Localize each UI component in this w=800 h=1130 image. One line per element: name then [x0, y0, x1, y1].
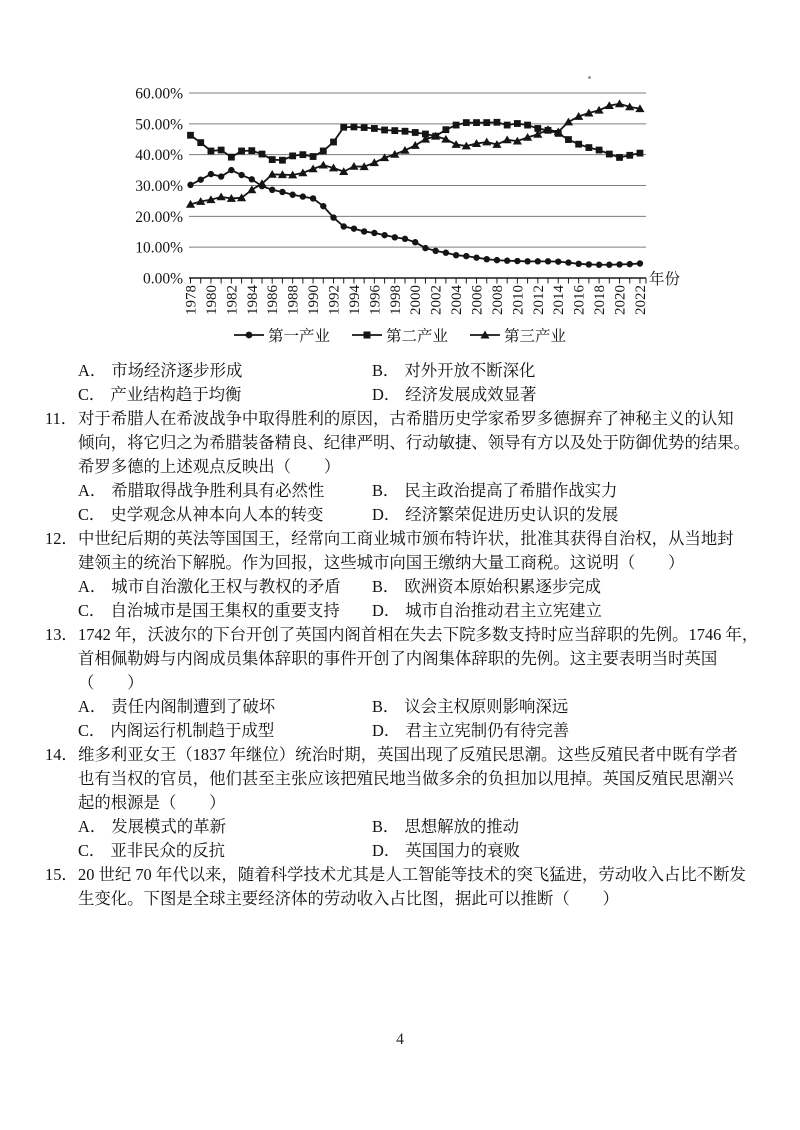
circle-marker-icon — [412, 239, 418, 245]
svg-text:2012: 2012 — [530, 285, 547, 315]
option-a — [78, 359, 372, 383]
svg-text:10.00%: 10.00% — [135, 239, 183, 257]
svg-text:2002: 2002 — [428, 285, 445, 315]
svg-text:30.00%: 30.00% — [135, 178, 183, 195]
circle-marker-icon — [524, 258, 530, 264]
option-c — [78, 503, 372, 527]
circle-marker-icon — [289, 192, 295, 198]
circle-marker-icon — [228, 167, 234, 173]
square-marker-icon — [453, 122, 460, 129]
circle-marker-icon — [473, 254, 479, 260]
square-marker-icon — [197, 139, 204, 146]
square-marker-icon — [565, 136, 572, 143]
legend-item-tertiary — [470, 324, 566, 346]
option-label: A． — [78, 577, 107, 596]
y-axis-labels — [135, 86, 183, 288]
svg-text:2022: 2022 — [632, 285, 649, 315]
option-label: C． — [78, 721, 106, 740]
question-text-line: 建领主的统治下解脱。作为回报，这些城市向国王缴纳大量工商税。这说明（ ） — [78, 553, 685, 572]
option-label: C． — [78, 505, 106, 524]
line-chart-canvas — [0, 0, 800, 355]
circle-marker-icon — [596, 262, 602, 268]
option-label: D． — [372, 505, 401, 524]
option-c — [78, 599, 372, 623]
triangle-marker-icon — [247, 185, 256, 193]
circle-marker-icon — [432, 248, 438, 254]
svg-text:1996: 1996 — [367, 285, 384, 315]
triangle-marker-icon — [451, 140, 460, 148]
square-marker-icon — [504, 122, 511, 129]
question — [45, 623, 761, 743]
svg-text:1984: 1984 — [244, 285, 261, 315]
option-d — [372, 719, 761, 743]
option-a — [78, 479, 372, 503]
option-label: C． — [78, 841, 106, 860]
triangle-marker-icon — [615, 99, 624, 107]
svg-text:40.00%: 40.00% — [135, 147, 183, 165]
circle-marker-icon — [279, 189, 285, 195]
option-text: 内阁运行机制趋于成型 — [110, 721, 275, 740]
square-marker-icon — [279, 157, 286, 164]
circle-marker-icon — [187, 182, 193, 188]
question-text — [78, 863, 761, 911]
square-marker-icon — [606, 151, 613, 158]
circle-marker-icon — [234, 329, 264, 341]
square-marker-icon — [187, 132, 194, 139]
circle-marker-icon — [627, 261, 633, 267]
question — [45, 863, 761, 911]
scan-speck — [588, 76, 591, 79]
svg-text:2020: 2020 — [612, 285, 629, 315]
option-text: 思想解放的推动 — [404, 817, 520, 836]
square-marker-icon — [238, 148, 245, 155]
question-options — [78, 479, 761, 527]
option-text: 产业结构趋于均衡 — [110, 385, 242, 404]
option-label: B． — [372, 697, 400, 716]
square-marker-icon — [637, 150, 644, 157]
circle-marker-icon — [637, 260, 643, 266]
option-label: C． — [78, 601, 106, 620]
question-text-line: 生变化。下图是全球主要经济体的劳动收入占比图，据此可以推断（ ） — [78, 889, 619, 908]
question-text — [78, 623, 761, 695]
square-marker-icon — [616, 154, 623, 161]
industry-share-chart — [0, 0, 800, 355]
circle-marker-icon — [422, 245, 428, 251]
question-number: 13． — [45, 625, 78, 644]
legend-item-secondary — [352, 324, 448, 346]
svg-text:1978: 1978 — [183, 285, 200, 315]
legend-item-primary — [234, 324, 330, 346]
circle-marker-icon — [463, 253, 469, 259]
svg-text:1988: 1988 — [285, 285, 302, 315]
svg-text:1998: 1998 — [387, 285, 404, 315]
circle-marker-icon — [218, 173, 224, 179]
question-options — [78, 815, 761, 863]
question-text-line: （ ） — [78, 673, 144, 692]
questions-list — [45, 359, 761, 911]
legend-label-primary: 第一产业 — [267, 328, 330, 345]
x-axis-title: 年份 — [649, 271, 681, 288]
circle-marker-icon — [535, 258, 541, 264]
circle-marker-icon — [453, 252, 459, 258]
x-axis — [189, 278, 646, 284]
option-d — [372, 383, 761, 407]
legend-label-tertiary: 第三产业 — [504, 328, 567, 345]
option-label: C． — [78, 385, 106, 404]
square-marker-icon — [483, 119, 490, 126]
svg-text:2004: 2004 — [449, 285, 466, 315]
question-text — [78, 527, 761, 575]
option-text: 责任内阁制遭到了破坏 — [111, 697, 276, 716]
question-text-line: 对于希腊人在希波战争中取得胜利的原因，古希腊历史学家希罗多德摒弃了神秘主义的认知 — [78, 409, 734, 428]
circle-marker-icon — [198, 176, 204, 182]
svg-text:1986: 1986 — [265, 285, 282, 315]
option-text: 经济发展成效显著 — [405, 385, 537, 404]
circle-marker-icon — [351, 225, 357, 231]
square-marker-icon — [310, 153, 317, 160]
chart-legend — [100, 324, 700, 346]
option-text: 民主政治提高了希腊作战实力 — [404, 481, 618, 500]
question-text-line: 20 世纪 70 年代以来，随着科学技术尤其是人工智能等技术的突飞猛进，劳动收入占比不断发 — [78, 865, 746, 884]
triangle-marker-icon — [411, 141, 420, 149]
option-label: B． — [372, 817, 400, 836]
circle-marker-icon — [402, 236, 408, 242]
question-text-line: 希罗多德的上述观点反映出（ ） — [78, 457, 341, 476]
square-marker-icon — [352, 329, 382, 341]
question-options — [78, 695, 761, 743]
option-b — [372, 359, 761, 383]
triangle-marker-icon — [400, 146, 409, 154]
svg-text:1982: 1982 — [224, 285, 241, 315]
page-number: 4 — [396, 1031, 404, 1048]
question-number: 15． — [45, 865, 78, 884]
square-marker-icon — [463, 119, 470, 126]
question-text-line: 维多利亚女王（1837 年继位）统治时期，英国出现了反殖民思潮。这些反殖民者中既有学者 — [78, 745, 738, 764]
option-text: 城市自治激化王权与教权的矛盾 — [111, 577, 341, 596]
circle-marker-icon — [310, 195, 316, 201]
circle-marker-icon — [616, 261, 622, 267]
option-text: 英国国力的衰败 — [405, 841, 520, 860]
option-b — [372, 815, 761, 839]
question-text — [78, 407, 761, 479]
option-text: 议会主权原则影响深远 — [404, 697, 569, 716]
square-marker-icon — [269, 156, 276, 163]
question-text — [78, 743, 761, 815]
option-text: 发展模式的革新 — [111, 817, 226, 836]
question-options — [78, 359, 761, 407]
square-marker-icon — [596, 147, 603, 154]
circle-marker-icon — [269, 187, 275, 193]
option-b — [372, 575, 761, 599]
circle-marker-icon — [545, 258, 551, 264]
triangle-marker-icon — [470, 329, 500, 341]
square-marker-icon — [575, 141, 582, 148]
option-label: D． — [372, 841, 401, 860]
legend-label-secondary: 第二产业 — [385, 328, 448, 345]
question — [45, 359, 761, 407]
square-marker-icon — [330, 139, 337, 146]
circle-marker-icon — [341, 223, 347, 229]
svg-text:2006: 2006 — [469, 285, 486, 315]
square-marker-icon — [402, 128, 409, 135]
square-marker-icon — [473, 119, 480, 126]
question-number: 12． — [45, 529, 78, 548]
circle-marker-icon — [320, 203, 326, 209]
circle-marker-icon — [249, 176, 255, 182]
option-text: 对外开放不断深化 — [404, 361, 536, 380]
option-a — [78, 815, 372, 839]
question — [45, 743, 761, 863]
option-d — [372, 599, 761, 623]
svg-text:2008: 2008 — [489, 285, 506, 315]
triangle-marker-icon — [370, 158, 379, 166]
triangle-marker-icon — [564, 118, 573, 126]
question-text-line: 首相佩勒姆与内阁成员集体辞职的事件开创了内阁集体辞职的先例。这主要表明当时英国 — [78, 649, 718, 668]
circle-marker-icon — [565, 259, 571, 265]
option-text: 亚非民众的反抗 — [110, 841, 226, 860]
option-label: B． — [372, 577, 400, 596]
option-b — [372, 695, 761, 719]
square-marker-icon — [228, 154, 235, 161]
option-text: 欧洲资本原始积累逐步完成 — [404, 577, 602, 596]
option-label: B． — [372, 481, 400, 500]
circle-marker-icon — [586, 261, 592, 267]
triangle-marker-icon — [482, 138, 491, 146]
circle-marker-icon — [330, 214, 336, 220]
option-text: 经济繁荣促进历史认识的发展 — [405, 505, 619, 524]
question-number: 14． — [45, 745, 78, 764]
x-axis-labels — [184, 285, 649, 316]
svg-text:1990: 1990 — [306, 285, 323, 315]
option-c — [78, 383, 372, 407]
option-text: 希腊取得战争胜利具有必然性 — [111, 481, 325, 500]
question-text-line: 倾向，将它归之为希腊装备精良、纪律严明、行动敏捷、领导有方以及处于防御优势的结果。 — [78, 433, 751, 452]
svg-text:1992: 1992 — [326, 285, 343, 315]
option-label: A． — [78, 817, 107, 836]
svg-text:0.00%: 0.00% — [142, 270, 183, 288]
square-marker-icon — [391, 127, 398, 134]
option-label: B． — [372, 361, 400, 380]
option-label: A． — [78, 361, 107, 380]
option-c — [78, 839, 372, 863]
circle-marker-icon — [494, 257, 500, 263]
circle-marker-icon — [392, 234, 398, 240]
circle-marker-icon — [555, 258, 561, 264]
option-a — [78, 575, 372, 599]
square-marker-icon — [412, 129, 419, 136]
circle-marker-icon — [208, 171, 214, 177]
circle-marker-icon — [606, 262, 612, 268]
option-d — [372, 839, 761, 863]
question-number: 11． — [45, 409, 78, 428]
square-marker-icon — [514, 120, 521, 127]
svg-text:60.00%: 60.00% — [135, 85, 183, 103]
circle-marker-icon — [300, 193, 306, 199]
option-a — [78, 695, 372, 719]
question — [45, 527, 761, 623]
option-label: D． — [372, 721, 401, 740]
svg-text:1994: 1994 — [346, 285, 363, 315]
square-marker-icon — [381, 127, 388, 134]
option-label: D． — [372, 601, 401, 620]
square-marker-icon — [320, 148, 327, 155]
option-text: 城市自治推动君主立宪建立 — [405, 601, 602, 620]
square-marker-icon — [524, 122, 531, 129]
square-marker-icon — [494, 119, 501, 126]
square-marker-icon — [351, 124, 358, 131]
svg-text:2018: 2018 — [592, 285, 609, 315]
circle-marker-icon — [371, 230, 377, 236]
square-marker-icon — [218, 147, 225, 154]
option-text: 君主立宪制仍有待完善 — [405, 721, 570, 740]
square-marker-icon — [208, 148, 215, 155]
option-label: D． — [372, 385, 401, 404]
question-text-line: 起的根源是（ ） — [78, 793, 226, 812]
square-marker-icon — [259, 151, 266, 158]
square-marker-icon — [371, 125, 378, 132]
option-label: A． — [78, 697, 107, 716]
circle-marker-icon — [484, 256, 490, 262]
question — [45, 407, 761, 527]
svg-text:2014: 2014 — [551, 285, 568, 315]
triangle-marker-icon — [217, 193, 226, 201]
svg-text:20.00%: 20.00% — [135, 208, 183, 226]
circle-marker-icon — [575, 261, 581, 267]
square-marker-icon — [361, 124, 368, 131]
option-text: 史学观念从神本向人本的转变 — [110, 505, 324, 524]
circle-marker-icon — [514, 258, 520, 264]
question-text-line: 也有当权的官员，他们甚至主张应该把殖民地当做多余的负担加以甩掉。英国反殖民思潮兴 — [78, 769, 734, 788]
square-marker-icon — [340, 124, 347, 131]
svg-text:50.00%: 50.00% — [135, 116, 183, 134]
triangle-marker-icon — [319, 161, 328, 169]
question-options — [78, 575, 761, 623]
circle-marker-icon — [381, 232, 387, 238]
option-text: 市场经济逐步形成 — [111, 361, 243, 380]
svg-text:2016: 2016 — [571, 285, 588, 315]
square-marker-icon — [289, 153, 296, 160]
option-c — [78, 719, 372, 743]
circle-marker-icon — [504, 258, 510, 264]
circle-marker-icon — [443, 250, 449, 256]
option-d — [372, 503, 761, 527]
series-第一产业 — [187, 167, 643, 268]
question-text-line: 中世纪后期的英法等国国王，经常向工商业城市颁布特许状，批准其获得自治权，从当地封 — [78, 529, 734, 548]
square-marker-icon — [248, 147, 255, 154]
square-marker-icon — [299, 151, 306, 158]
square-marker-icon — [626, 152, 633, 159]
question-text-line: 1742 年，沃波尔的下台开创了英国内阁首相在失去下院多数支持时应当辞职的先例。1746 年， — [78, 625, 759, 644]
svg-text:2000: 2000 — [408, 285, 425, 315]
square-marker-icon — [442, 126, 449, 133]
square-marker-icon — [585, 144, 592, 151]
option-label: A． — [78, 481, 107, 500]
circle-marker-icon — [238, 172, 244, 178]
svg-text:1980: 1980 — [203, 285, 220, 315]
option-b — [372, 479, 761, 503]
option-text: 自治城市是国王集权的重要支持 — [110, 601, 340, 620]
circle-marker-icon — [361, 228, 367, 234]
svg-text:2010: 2010 — [510, 285, 527, 315]
